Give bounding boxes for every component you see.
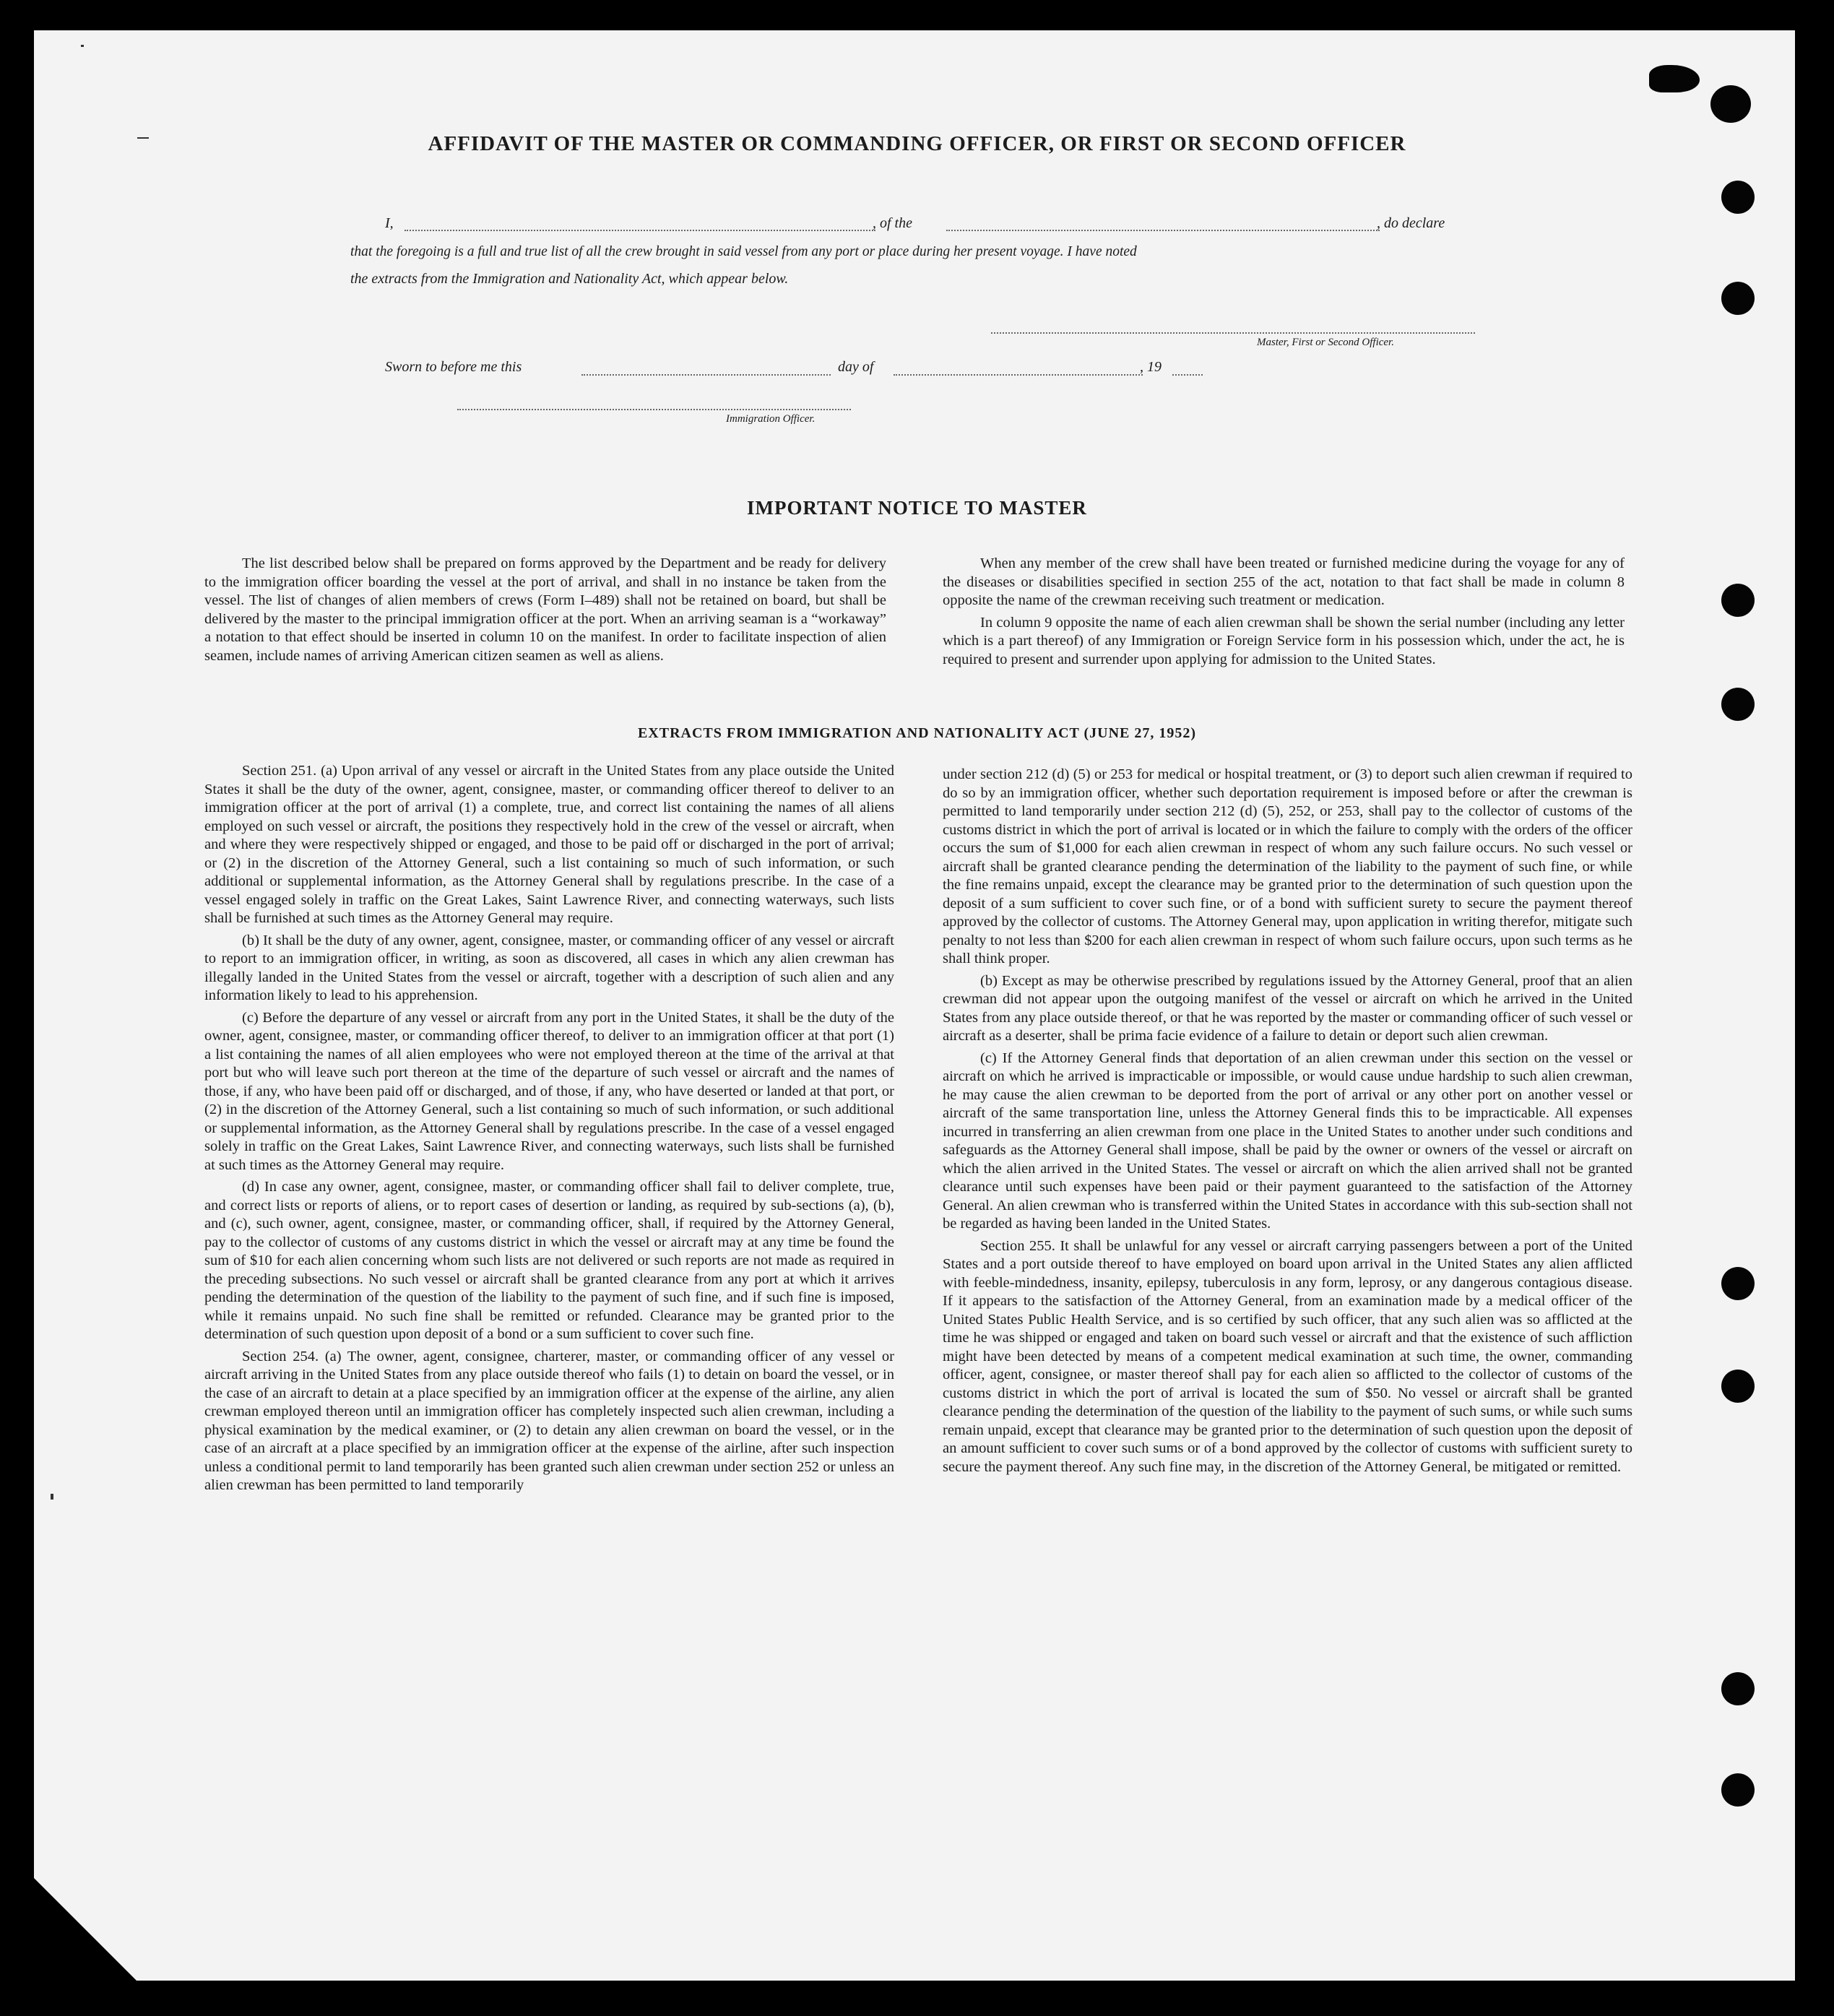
notice-left-column <box>204 555 886 665</box>
sworn-prefix-label: Sworn to before me this <box>385 359 522 375</box>
declaration-line-2: that the foregoing is a full and true list of all the crew brought in said vessel from any port or place during her present voyage. I have noted <box>350 244 1137 259</box>
immigration-officer-label: Immigration Officer. <box>726 413 816 425</box>
master-signature-line[interactable] <box>991 332 1475 334</box>
punch-hole <box>1721 688 1755 721</box>
punch-hole <box>1721 181 1755 214</box>
immigration-officer-signature-line[interactable] <box>457 409 851 410</box>
notice-paragraph: The list described below shall be prepared on forms approved by the Department and be ready for delivery to the immigration officer boarding the vessel at the port of arrival, and shall in no instance be taken from the vessel. The list of changes of alien members of crews (Form I–489) shall not be retained on board, but shall be delivered by the master to the principal immigration officer at the port. When an arriving seaman is a “workaway” a notation to that effect should be inserted in column 10 on the manifest. In order to facilitate inspection of alien seamen, include names of arriving American citizen seamen as well as aliens. <box>204 555 886 664</box>
vessel-field-line[interactable] <box>946 230 1380 231</box>
declaration-of-the-label: , of the <box>873 215 912 231</box>
sworn-year-label: , 19 <box>1140 359 1162 375</box>
declaration-line-3: the extracts from the Immigration and Nationality Act, which appear below. <box>350 271 789 287</box>
act-section-paragraph: (b) It shall be the duty of any owner, agent, consignee, master, or commanding officer of any vessel or aircraft to report to an immigration officer, in writing, as soon as discovered, all cases in which any alien crewman has illegally landed in the United States from the vessel or aircraft, together with a description of such alien and any information likely to lead to his apprehension. <box>204 932 894 1003</box>
sworn-day-of-label: day of <box>838 359 874 375</box>
name-field-line[interactable] <box>405 230 875 231</box>
folded-corner <box>34 1878 137 1981</box>
act-section-paragraph: (c) Before the departure of any vessel or aircraft from any port in the United States, it shall be the duty of the owner, agent, consignee, master, or commanding officer thereof, to deliver to an immigration officer at that port (1) a list containing the names of all alien employees who were not employed thereon at the time of the arrival at that port but who will leave such port thereon at the time of the departure of such vessel or aircraft and the names of those, if any, who have been paid off or discharged, and of those, if any, who have deserted or landed at that port, or (2) in the discretion of the Attorney General, such a list containing so much of such information, or such additional or supplemental information, as the Attorney General shall by regulations prescribe. In the case of a vessel engaged solely in traffic on the Great Lakes, Saint Lawrence River, and connecting waterways, such lists shall be furnished at such times as the Attorney General may require. <box>204 1009 894 1173</box>
declaration-do-declare-label: , do declare <box>1377 215 1445 231</box>
punch-hole <box>1721 1773 1755 1807</box>
sworn-year-line[interactable] <box>1172 374 1203 376</box>
ink-blot <box>1710 85 1751 123</box>
sworn-date-line[interactable] <box>581 374 831 376</box>
notice-right-column <box>943 555 1625 669</box>
sworn-month-line[interactable] <box>894 374 1143 376</box>
punch-hole <box>1721 1370 1755 1403</box>
notice-paragraph: When any member of the crew shall have been treated or furnished medicine during the voyage for any of the diseases or disabilities specified in section 255 of the act, notation to that fact shall be made in column 8 opposite the name of the crewman receiving such treatment or medication. <box>943 555 1625 608</box>
act-section-paragraph: Section 254. (a) The owner, agent, consignee, charterer, master, or commanding officer of any vessel or aircraft arriving in the United States from any place outside thereof who fails (1) to detain on board the vessel, or in the case of an aircraft to detain at a place specified by an immigration officer at the expense of the airline, any alien crewman employed thereon until an immigration officer has completely inspected such alien crewman, including a physical examination by the medical examiner, or (2) to detain any alien crewman on board the vessel, or in the case of an aircraft at a place specified by an immigration officer at the expense of the airline, after such inspection unless a conditional permit to land temporarily has been granted such alien crewman under section 252 or unless an alien crewman has been permitted to land temporarily <box>204 1348 894 1493</box>
act-section-paragraph: Section 255. It shall be unlawful for any vessel or aircraft carrying passengers between a port of the United States and a port outside thereof to have employed on board upon arrival in the United States any alien afflicted with feeble-mindedness, insanity, epilepsy, tuberculosis in any form, leprosy, or any dangerous contagious disease. If it appears to the satisfaction of the Attorney General, from an examination made by a medical officer of the United States Public Health Service, and is so certified by such officer, that any such alien was so afflicted at the time he was shipped or engaged and taken on board such vessel or aircraft and that the existence of such affliction might have been detected by means of a competent medical examination at such time, the owner, commanding officer, agent, consignee, or master thereof shall pay for each alien so afflicted to the collector of customs of the customs district in which the port of arrival is located the sum of $50. No vessel or aircraft shall be granted clearance pending the determination of the question of the liability to the payment of such sums, or while such sums remain unpaid, except that clearance may be granted prior to the determination of such question upon the deposit of an amount sufficient to cover such sums or of a bond approved by the collector of customs with sufficient surety to secure the payment thereof. Any such fine may, in the discretion of the Attorney General, be mitigated or remitted. <box>943 1237 1632 1475</box>
notice-title: IMPORTANT NOTICE TO MASTER <box>747 497 1087 519</box>
master-signature-label: Master, First or Second Officer. <box>1257 337 1394 348</box>
punch-hole <box>1721 1267 1755 1300</box>
declaration-i-label: I, <box>385 215 394 231</box>
extracts-right-column <box>943 766 1632 1476</box>
act-section-paragraph: Section 251. (a) Upon arrival of any vessel or aircraft in the United States from any place outside the United States it shall be the duty of the owner, agent, consignee, master, or commanding officer thereof to deliver to an immigration officer at the port of arrival (1) a complete, true, and correct list containing the names of all aliens employed on such vessel or aircraft, the positions they respectively hold in the crew of the vessel or aircraft, when and where they were respectively shipped or engaged, and those to be paid off or discharged in the port of arrival; or (2) in the discretion of the Attorney General, such a list containing so much of such information, or such additional or supplemental information, as the Attorney General shall by regulations prescribe. In the case of a vessel engaged solely in traffic on the Great Lakes, Saint Lawrence River, and connecting waterways, such lists shall be furnished at such times as the Attorney General may require. <box>204 763 894 926</box>
ink-blot <box>1649 65 1700 92</box>
punch-hole <box>1721 584 1755 617</box>
extracts-title: EXTRACTS FROM IMMIGRATION AND NATIONALITY ACT (JUNE 27, 1952) <box>637 725 1197 741</box>
act-section-paragraph: (d) In case any owner, agent, consignee, master, or commanding officer shall fail to deliver complete, true, and correct lists or reports of aliens, or to report cases of desertion or landing, as required by sub-sections (a), (b), and (c), such owner, agent, consignee, master, or commanding officer, shall, if required by the Attorney General, pay to the collector of customs of any customs district in which the vessel or aircraft may at any time be found the sum of $10 for each alien concerning whom such lists are not delivered or such reports are not made as required in the preceding subsections. No such vessel or aircraft shall be granted clearance from any port at which it arrives pending the determination of the question of the liability to the payment of such fine, and if such fine is imposed, while it remains unpaid. No such fine shall be remitted or refunded. Clearance may be granted prior to the determination of such question upon deposit of a bond or a sum sufficient to cover such fine. <box>204 1179 894 1342</box>
act-section-paragraph: (c) If the Attorney General finds that deportation of an alien crewman under this section on the vessel or aircraft on which he arrived is impracticable or impossible, or would cause undue hardship to such alien crewman, he may cause the alien crewman to be deported from the port of arrival or any other port on another vessel or aircraft of the same transportation line, unless the Attorney General finds this to be impracticable. All expenses incurred in transferring an alien crewman from one place in the United States to another under such conditions and safeguards as the Attorney General shall impose, shall be paid by the owner or owners of the vessel or aircraft on which the alien arrived in the United States. The vessel or aircraft on which the alien arrived shall not be granted clearance until such expenses have been paid or their payment guaranteed to the satisfaction of the Attorney General. An alien crewman who is transferred within the United States in accordance with this sub-section shall not be regarded as having been landed in the United States. <box>943 1050 1632 1232</box>
act-section-paragraph: (b) Except as may be otherwise prescribed by regulations issued by the Attorney General, proof that an alien crewman did not appear upon the outgoing manifest of the vessel or aircraft on which he arrived in the United States from any place outside thereof, or that he was reported by the master or commanding officer of such vessel or aircraft as a deserter, shall be prima facie evidence of a failure to detain or deport such alien crewman. <box>943 972 1632 1044</box>
notice-paragraph: In column 9 opposite the name of each alien crewman shall be shown the serial number (including any letter which is a part thereof) of any Immigration or Foreign Service form in his possession which, under the act, he is required to present and surrender upon applying for admission to the United States. <box>943 614 1625 667</box>
scan-speck <box>51 1494 53 1500</box>
scan-speck <box>81 45 84 47</box>
affidavit-title: AFFIDAVIT OF THE MASTER OR COMMANDING OFFICER, OR FIRST OR SECOND OFFICER <box>428 132 1406 155</box>
extracts-left-column <box>204 762 894 1495</box>
punch-hole <box>1721 1672 1755 1705</box>
act-section-paragraph: under section 212 (d) (5) or 253 for medical or hospital treatment, or (3) to deport such alien crewman if required to do so by an immigration officer, whether such deportation requirement is imposed before or after the crewman is permitted to land temporarily under section 212 (d) (5), 252, or 253, shall pay to the collector of customs of the customs district in which the port of arrival is located or in which the failure to comply with the orders of the officer occurs the sum of $1,000 for each alien crewman in respect of whom any such failure occurs. No such vessel or aircraft shall be granted clearance pending the determination of the liability to the payment of such fine, or while the fine remains unpaid, except the clearance may be granted prior to the determination of such question upon the deposit of a sum sufficient to cover such fine, or of a bond with sufficient surety to secure the payment thereof approved by the collector of customs. The Attorney General may, upon application in writing therefor, mitigate such penalty to not less than $200 for each alien crewman in respect of whom such failure occurs, upon such terms as he shall think proper. <box>943 766 1632 966</box>
punch-hole <box>1721 282 1755 315</box>
